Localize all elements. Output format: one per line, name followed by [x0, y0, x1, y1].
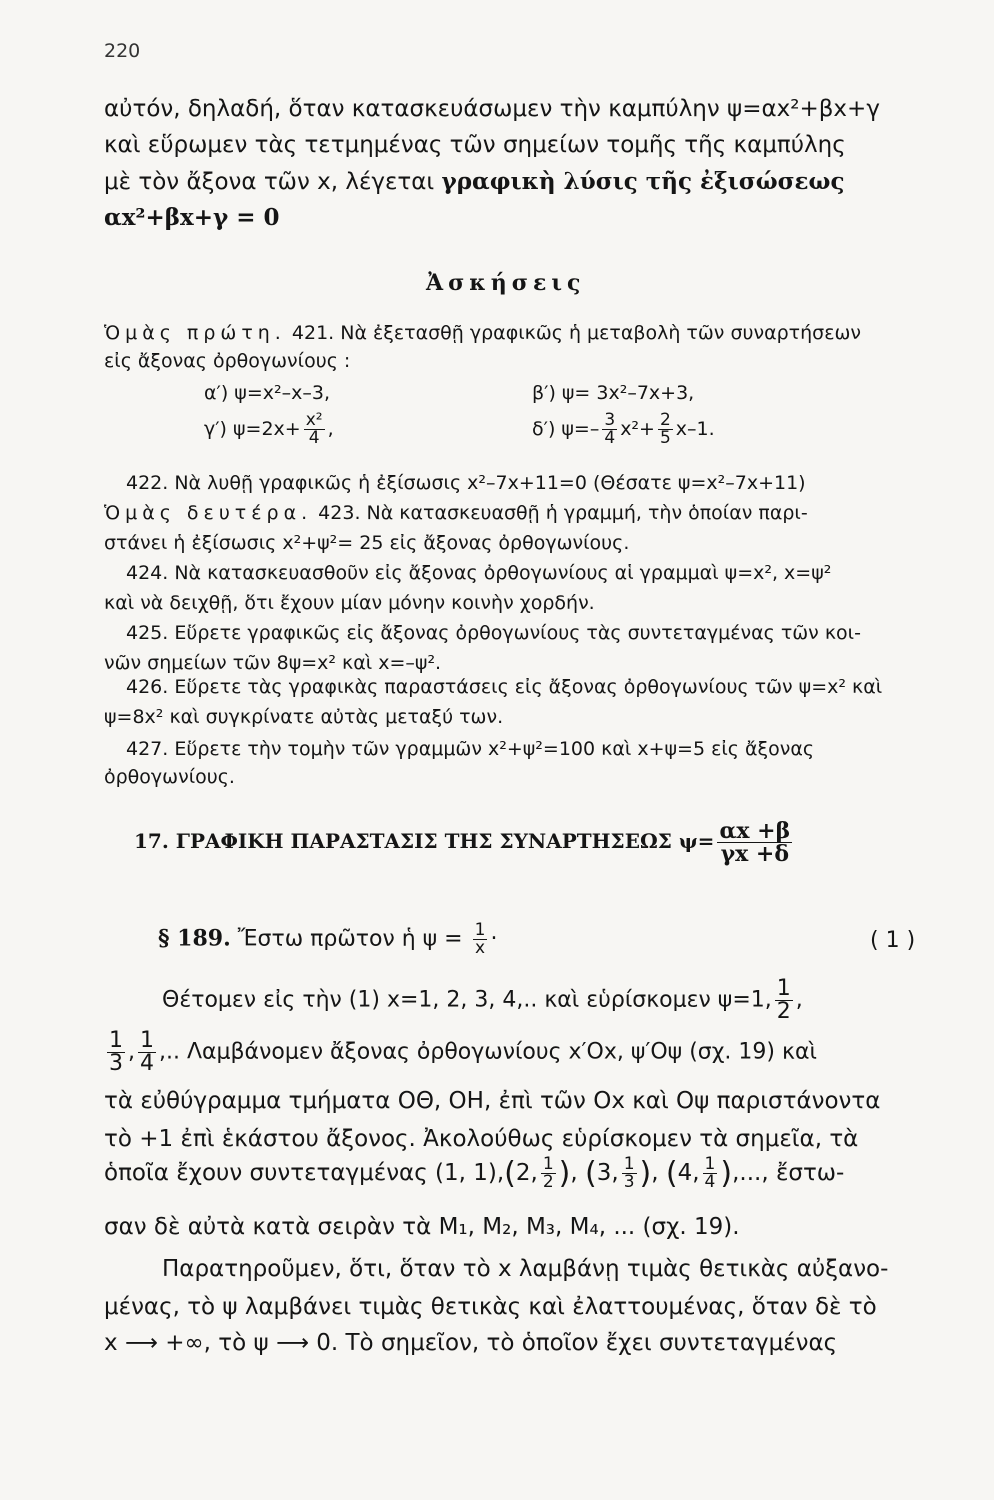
c-fraction: [304, 412, 325, 447]
exercise-421: [104, 322, 861, 344]
exercise-425-cont: νῶν σημείων τῶν 8ψ=x² καὶ x=–ψ².: [104, 652, 442, 674]
section-title-den: γx +δ: [717, 842, 792, 865]
point-1-fraction: [541, 1156, 556, 1191]
exercise-422: 422. Νὰ λυθῇ γραφικῶς ἡ ἐξίσωσις x²–7x+11=0 (Θέσατε ψ=x²–7x+11): [126, 472, 806, 494]
point-2-den: 3: [623, 1172, 635, 1192]
intro-line-2: καὶ εὕρωμεν τὰς τετμημένας τῶν σημείων τομῆς τῆς καμπύλης: [104, 132, 846, 158]
paren-close-3: ): [720, 1156, 733, 1191]
d-mid: x²+: [620, 418, 655, 440]
section-title: [134, 820, 795, 865]
body-line-4: τὸ +1 ἐπὶ ἑκάστου ἄξονος. Ἀκολούθως εὑρίσκομεν τὰ σημεῖα, τὰ: [104, 1126, 859, 1152]
d-den-2: 5: [659, 428, 671, 448]
point-3-fraction: [703, 1156, 718, 1191]
body-line-5-pre: ὁποῖα ἔχουν συντεταγμένας (1, 1),: [104, 1160, 505, 1186]
exercise-427-cont: ὀρθογωνίους.: [104, 766, 235, 788]
point-1-den: 2: [542, 1172, 554, 1192]
intro-line-3-bold: γραφικὴ λύσις τῆς ἐξισώσεως: [441, 168, 845, 195]
intro-line-4: αx²+βx+γ = 0: [104, 204, 280, 231]
d-pre: δ′) ψ=–: [532, 418, 600, 440]
body-line-1-den: 2: [776, 999, 791, 1024]
exercise-427: 427. Εὕρετε τὴν τομὴν τῶν γραμμῶν x²+ψ²=100 καὶ x+ψ=5 εἰς ἄξονας: [126, 738, 814, 760]
paren-close-1: ): [558, 1156, 571, 1191]
body-line-2-num-1: 1: [109, 1028, 123, 1053]
exercise-421-c: [204, 412, 334, 447]
group-1-label: Ὁμὰς πρώτη.: [104, 322, 286, 344]
body-line-2-fraction-1: [107, 1030, 125, 1075]
exercise-421-cont: εἰς ἄξονας ὀρθογωνίους :: [104, 350, 351, 372]
body-line-9: x ⟶ +∞, τὸ ψ ⟶ 0. Τὸ σημεῖον, τὸ ὁποῖον ἔχει συντεταγμένας: [104, 1330, 838, 1356]
paren-open-1: (: [504, 1156, 516, 1191]
body-line-1-text: Θέτομεν εἰς τὴν (1) x=1, 2, 3, 4,.. καὶ εὑρίσκομεν ψ=1,: [162, 987, 772, 1013]
intro-line-3: [104, 168, 844, 195]
paren-open-3: (: [665, 1156, 678, 1191]
body-line-2: [104, 1030, 817, 1075]
para-189: [158, 922, 497, 957]
body-line-1-fraction: [775, 978, 793, 1023]
para-189-label: § 189.: [158, 925, 231, 952]
para-189-dot: ·: [490, 926, 498, 952]
exercise-421-d: [532, 412, 715, 447]
point-2-num: 1: [623, 1154, 635, 1174]
paren-open-2: (: [585, 1156, 597, 1191]
d-fraction-2: [658, 412, 673, 447]
body-line-1-num: 1: [776, 976, 791, 1001]
point-2-x: 3,: [596, 1160, 619, 1186]
body-line-5: ὁποῖα ἔχουν συντεταγμένας (1, 1),(2, $\frac{1}{2}$ ), (3, $\frac{1}{3}$ ), (4, $\frac{1}{4}$ ),..., ἔστω-: [104, 1154, 845, 1192]
body-line-2-num-2: 1: [140, 1028, 154, 1053]
para-189-den: x: [473, 939, 488, 957]
body-line-1-post: ,: [795, 987, 803, 1013]
point-3-num: 1: [704, 1154, 716, 1174]
para-189-num: 1: [474, 920, 486, 940]
section-title-fraction: [717, 820, 792, 865]
point-3-den: 4: [704, 1172, 716, 1192]
exercise-426-cont: ψ=8x² καὶ συγκρίνατε αὐτὰς μεταξύ των.: [104, 706, 504, 728]
c-pre: γ′) ψ=2x+: [204, 418, 301, 440]
section-title-text: 17. ΓΡΑΦΙΚΗ ΠΑΡΑΣΤΑΣΙΣ ΤΗΣ ΣΥΝΑΡΤΗΣΕΩΣ ψ=: [134, 829, 715, 853]
exercise-424: 424. Νὰ κατασκευασθοῦν εἰς ἄξονας ὀρθογωνίους αἱ γραμμαὶ ψ=x², x=ψ²: [126, 562, 832, 584]
exercise-423-cont: στάνει ἡ ἐξίσωσις x²+ψ²= 25 εἰς ἄξονας ὀρθογωνίους.: [104, 532, 630, 554]
page-number: 220: [104, 40, 141, 62]
exercise-423: [104, 502, 808, 524]
body-line-8: μένας, τὸ ψ λαμβάνει τιμὰς θετικὰς καὶ ἐλαττουμένας, ὅταν δὲ τὸ: [104, 1294, 877, 1320]
group-2-label: Ὁμὰς δευτέρα.: [104, 502, 313, 524]
c-den: 4: [304, 429, 325, 447]
intro-line-1: αὐτόν, δηλαδή, ὅταν κατασκευάσωμεν τὴν καμπύλην ψ=αx²+βx+γ: [104, 96, 880, 122]
section-title-num: αx +β: [719, 818, 791, 844]
body-line-5-post: ,..., ἔστω-: [732, 1160, 845, 1186]
d-fraction-1: [602, 412, 617, 447]
body-line-2-den-1: 3: [109, 1051, 123, 1076]
d-num-2: 2: [659, 410, 671, 430]
exercise-426: 426. Εὕρετε τὰς γραφικὰς παραστάσεις εἰς ἄξονας ὀρθογωνίους τῶν ψ=x² καὶ: [126, 676, 883, 698]
body-line-2-den-2: 4: [140, 1051, 154, 1076]
intro-line-3-text: μὲ τὸν ἄξονα τῶν x, λέγεται: [104, 169, 442, 195]
exercise-421-text: 421. Νὰ ἐξετασθῇ γραφικῶς ἡ μεταβολὴ τῶν συναρτήσεων: [285, 322, 861, 344]
body-line-2-text: ,.. Λαμβάνομεν ἄξονας ὀρθογωνίους x′Ox, ψ′Oψ (σχ. 19) καὶ: [159, 1039, 817, 1065]
equation-number: ( 1 ): [870, 928, 916, 953]
c-post: ,: [327, 418, 334, 440]
exercise-424-cont: καὶ νὰ δειχθῇ, ὅτι ἔχουν μίαν μόνην κοινὴν χορδήν.: [104, 592, 595, 614]
body-line-3: τὰ εὐθύγραμμα τμήματα ΟΘ, ΟΗ, ἐπὶ τῶν Οx καὶ Οψ παριστάνοντα: [104, 1088, 881, 1114]
body-line-6: σαν δὲ αὐτὰ κατὰ σειρὰν τὰ Μ₁, Μ₂, Μ₃, Μ₄, ... (σχ. 19).: [104, 1214, 740, 1240]
d-post: x–1.: [675, 418, 715, 440]
exercise-421-b: β′) ψ= 3x²–7x+3,: [532, 382, 695, 404]
exercise-421-a: α′) ψ=x²–x–3,: [204, 382, 330, 404]
point-3-x: 4,: [677, 1160, 700, 1186]
point-1-num: 1: [542, 1154, 554, 1174]
body-line-2-comma: ,: [128, 1039, 135, 1065]
exercise-425: 425. Εὕρετε γραφικῶς εἰς ἄξονας ὀρθογωνίους τὰς συντεταγμένας τῶν κοι-: [126, 622, 861, 644]
d-num-1: 3: [604, 410, 616, 430]
body-line-7: Παρατηροῦμεν, ὅτι, ὅταν τὸ x λαμβάνῃ τιμὰς θετικὰς αὐξανο-: [162, 1256, 889, 1282]
para-189-text: Ἔστω πρῶτον ἡ ψ =: [230, 926, 470, 952]
point-1-x: 2,: [515, 1160, 538, 1186]
paren-close-2: ): [639, 1156, 652, 1191]
body-line-2-fraction-2: [138, 1030, 156, 1075]
point-2-fraction: [622, 1156, 637, 1191]
body-line-1: [162, 978, 803, 1023]
exercises-heading: Ἀσκήσεις: [426, 270, 586, 296]
para-189-fraction: [473, 922, 488, 957]
exercise-423-text: 423. Νὰ κατασκευασθῇ ἡ γραμμή, τὴν ὁποίαν παρι-: [312, 502, 808, 524]
c-num: x²: [305, 410, 323, 430]
d-den-1: 4: [604, 428, 616, 448]
